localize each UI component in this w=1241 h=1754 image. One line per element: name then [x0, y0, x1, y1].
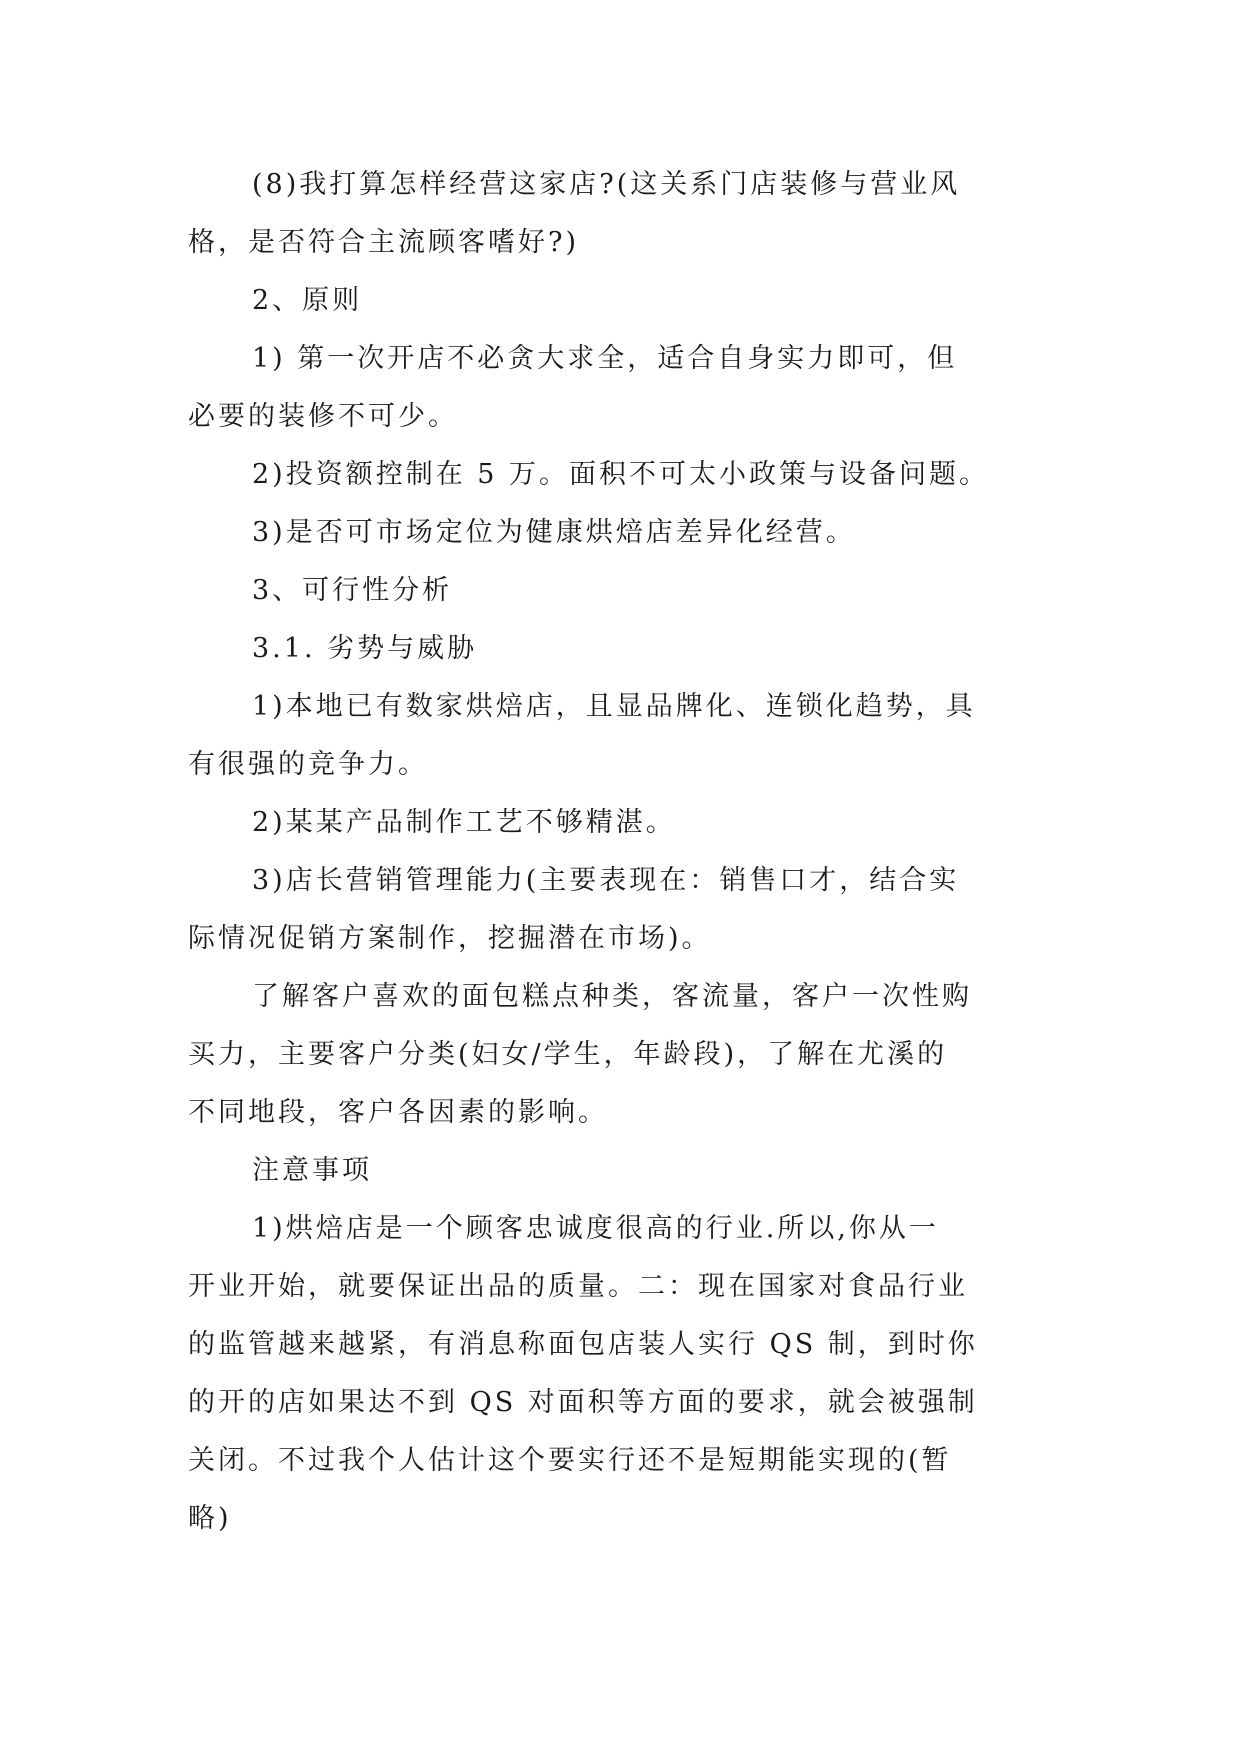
section-heading: 2、原则	[252, 285, 363, 316]
paragraph-line: 1)本地已有数家烘焙店，且显品牌化、连锁化趋势，具	[252, 691, 976, 722]
paragraph-line: 略)	[188, 1503, 232, 1534]
paragraph-line: 际情况促销方案制作，挖掘潜在市场)。	[188, 923, 712, 954]
section-heading: 注意事项	[252, 1155, 372, 1186]
paragraph-line: 2)某某产品制作工艺不够精湛。	[252, 807, 676, 838]
subsection-heading: 3.1. 劣势与威胁	[252, 633, 478, 664]
paragraph-line: (8)我打算怎样经营这家店?(这关系门店装修与营业风	[252, 169, 961, 200]
paragraph-line: 的监管越来越紧，有消息称面包店装人实行 QS 制，到时你	[188, 1329, 978, 1360]
paragraph-line: 1) 第一次开店不必贪大求全，适合自身实力即可，但	[252, 343, 958, 374]
paragraph-line: 的开的店如果达不到 QS 对面积等方面的要求，就会被强制	[188, 1387, 978, 1418]
paragraph-line: 关闭。不过我个人估计这个要实行还不是短期能实现的(暂	[188, 1445, 952, 1476]
paragraph-line: 不同地段，客户各因素的影响。	[188, 1097, 608, 1128]
paragraph-line: 1)烘焙店是一个顾客忠诚度很高的行业.所以,你从一	[252, 1213, 939, 1244]
paragraph-line: 必要的装修不可少。	[188, 401, 458, 432]
section-heading: 3、可行性分析	[252, 575, 453, 606]
paragraph-line: 买力，主要客户分类(妇女/学生，年龄段)，了解在尤溪的	[188, 1039, 948, 1070]
paragraph-line: 格，是否符合主流顾客嗜好?)	[188, 227, 580, 258]
paragraph-line: 了解客户喜欢的面包糕点种类，客流量，客户一次性购	[252, 981, 972, 1012]
paragraph-line: 2)投资额控制在 5 万。面积不可太小政策与设备问题。	[252, 459, 990, 490]
paragraph-line: 开业开始，就要保证出品的质量。二：现在国家对食品行业	[188, 1271, 968, 1302]
document-page	[188, 156, 1058, 1548]
paragraph-line: 有很强的竞争力。	[188, 749, 428, 780]
paragraph-line: 3)是否可市场定位为健康烘焙店差异化经营。	[252, 517, 856, 548]
paragraph-line: 3)店长营销管理能力(主要表现在：销售口才，结合实	[252, 865, 960, 896]
